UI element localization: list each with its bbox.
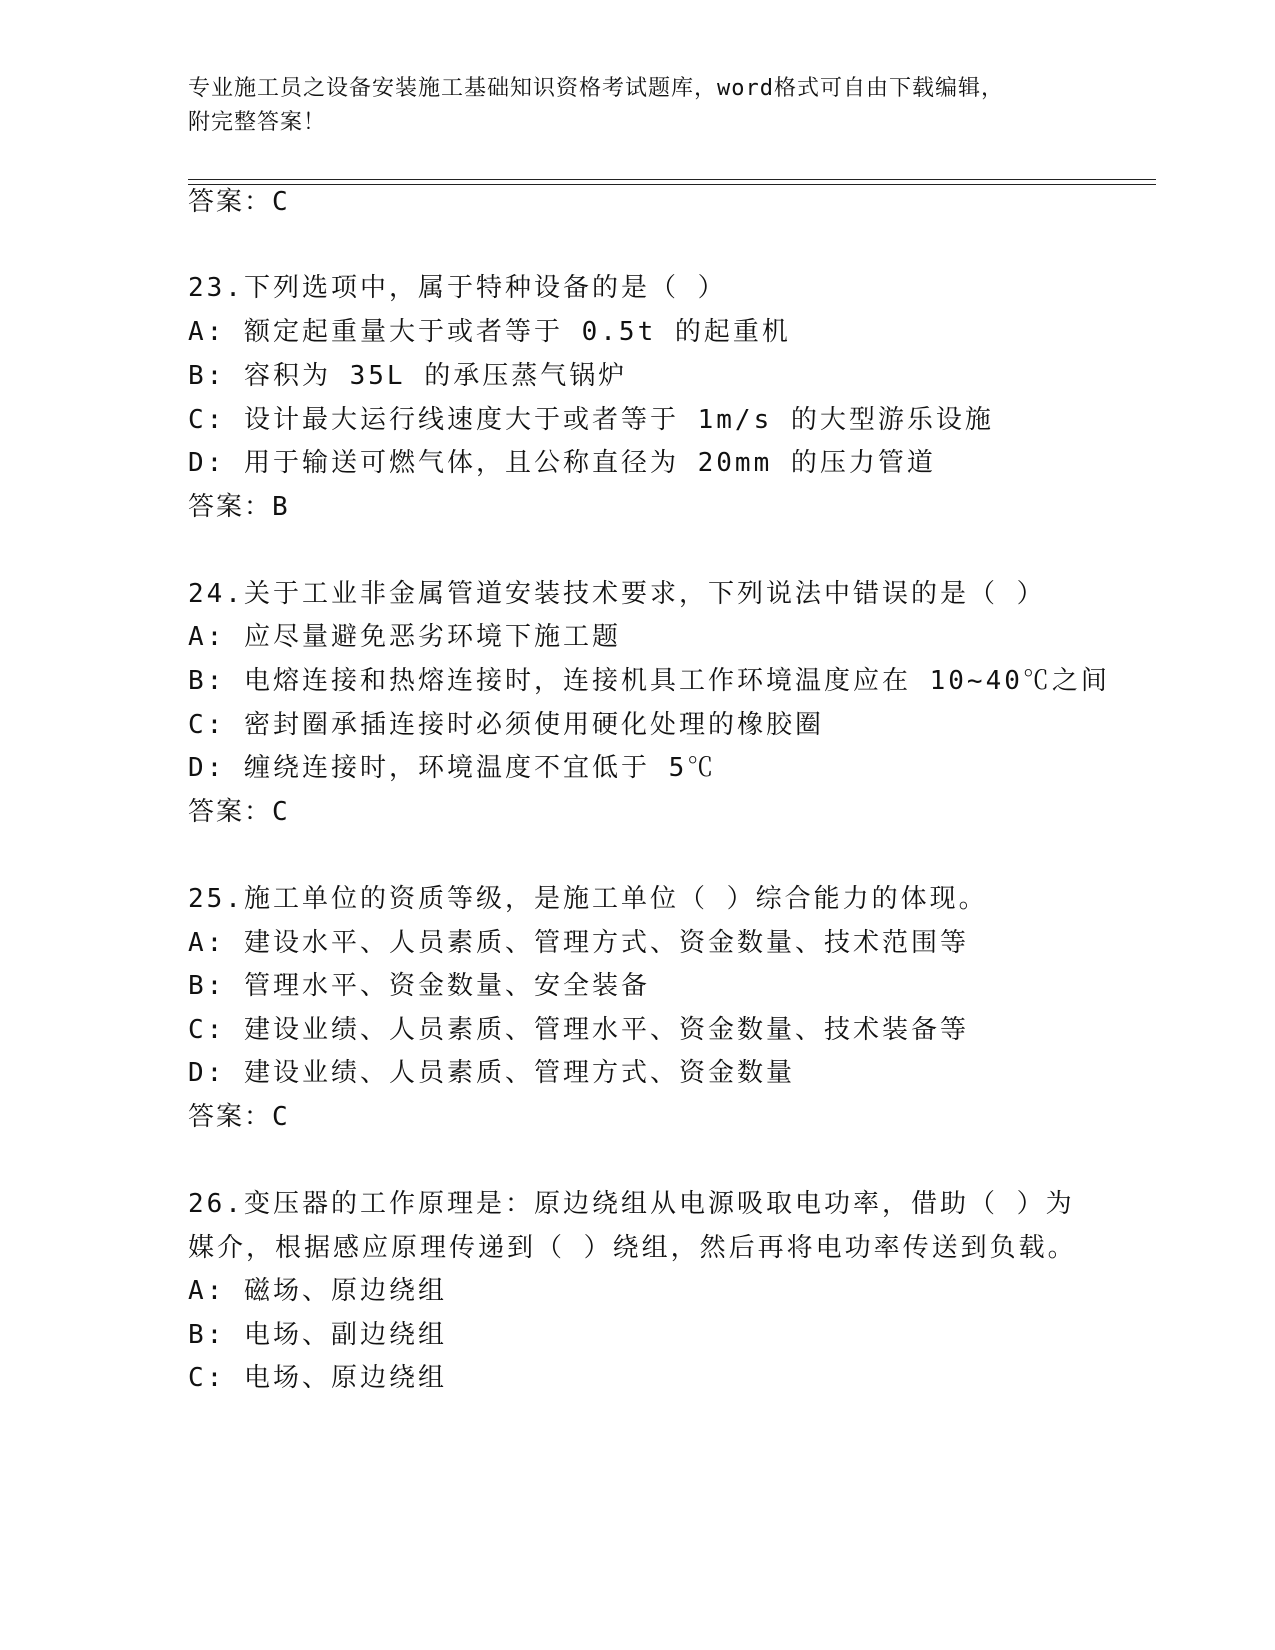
header-line-1: 专业施工员之设备安装施工基础知识资格考试题库，word格式可自由下载编辑，	[188, 76, 1004, 101]
question-23-option-c: C: 设计最大运行线速度大于或者等于 1m/s 的大型游乐设施	[188, 405, 994, 435]
answer-22: 答案：C	[188, 187, 290, 217]
answer-25: 答案：C	[188, 1102, 290, 1132]
question-26-option-a: A: 磁场、原边绕组	[188, 1276, 447, 1306]
question-25-stem: 25.施工单位的资质等级，是施工单位（ ）综合能力的体现。	[188, 884, 988, 914]
question-26-stem-line-2: 媒介，根据感应原理传递到（ ）绕组，然后再将电功率传送到负载。	[188, 1233, 1077, 1263]
question-24-option-c: C: 密封圈承插连接时必须使用硬化处理的橡胶圈	[188, 710, 824, 740]
answer-24: 答案：C	[188, 797, 290, 827]
question-25-option-d: D: 建设业绩、人员素质、管理方式、资金数量	[188, 1058, 795, 1088]
question-23-option-a: A: 额定起重量大于或者等于 0.5t 的起重机	[188, 317, 791, 347]
question-24-option-d: D: 缠绕连接时，环境温度不宜低于 5℃	[188, 753, 717, 783]
question-24-option-b: B: 电熔连接和热熔连接时，连接机具工作环境温度应在 10~40℃之间	[188, 666, 1110, 696]
question-23-stem: 23.下列选项中，属于特种设备的是（ ）	[188, 273, 727, 303]
question-26-option-c: C: 电场、原边绕组	[188, 1363, 447, 1393]
header-divider-top	[188, 179, 1156, 180]
question-24-stem: 24.关于工业非金属管道安装技术要求，下列说法中错误的是（ ）	[188, 579, 1046, 609]
header-divider-bottom	[188, 184, 1156, 185]
document-header	[188, 72, 1068, 140]
answer-23: 答案：B	[188, 492, 290, 522]
question-23-option-b: B: 容积为 35L 的承压蒸气锅炉	[188, 361, 628, 391]
question-26-option-b: B: 电场、副边绕组	[188, 1320, 447, 1350]
header-line-2: 附完整答案！	[188, 110, 327, 135]
question-26-stem-line-1: 26.变压器的工作原理是：原边绕组从电源吸取电功率，借助（ ）为	[188, 1189, 1075, 1219]
question-25-option-b: B: 管理水平、资金数量、安全装备	[188, 971, 650, 1001]
question-24-option-a: A: 应尽量避免恶劣环境下施工题	[188, 622, 621, 652]
question-25-option-a: A: 建设水平、人员素质、管理方式、资金数量、技术范围等	[188, 928, 969, 958]
question-23-option-d: D: 用于输送可燃气体，且公称直径为 20mm 的压力管道	[188, 448, 936, 478]
question-25-option-c: C: 建设业绩、人员素质、管理水平、资金数量、技术装备等	[188, 1015, 969, 1045]
